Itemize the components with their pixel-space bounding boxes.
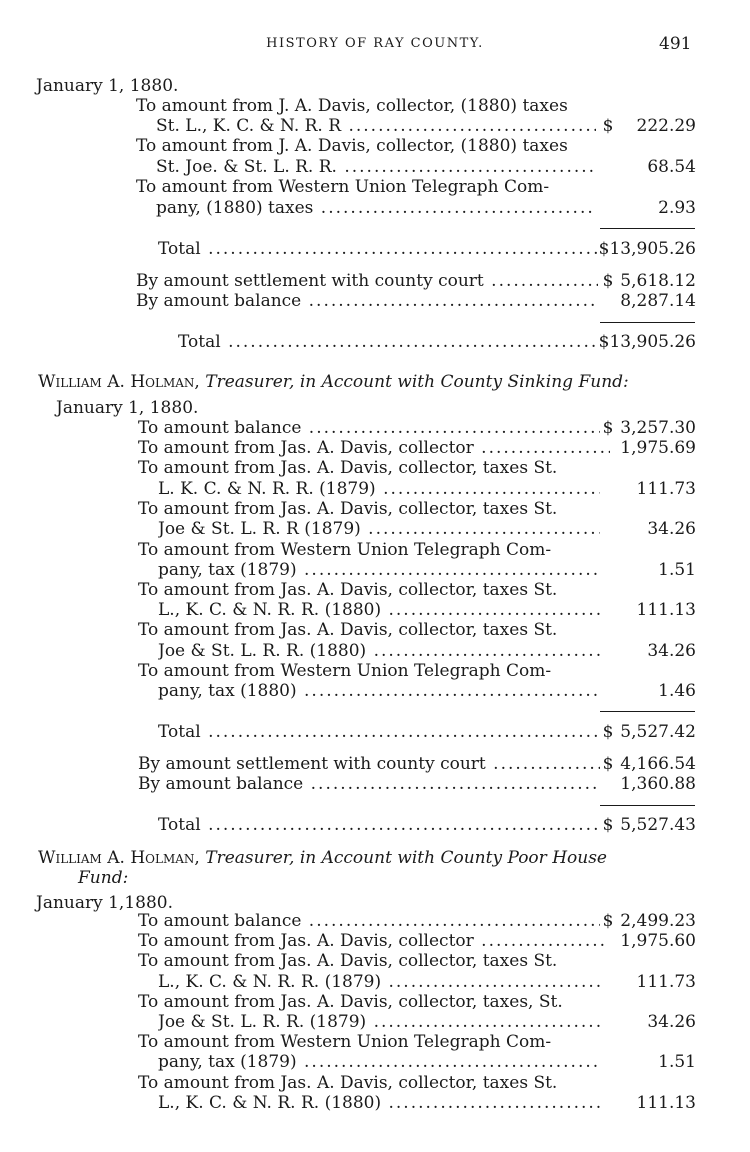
entry-line: To amount from Jas. A. Davis, collector, taxes St. bbox=[138, 620, 558, 640]
ledger-row bbox=[158, 1052, 696, 1072]
account-heading-continued bbox=[78, 868, 128, 888]
amount: 1,975.69 bbox=[620, 438, 696, 458]
entry-description: To amount balance ..... bbox=[138, 418, 600, 438]
ledger-row bbox=[138, 418, 696, 438]
amount: 8,287.14 bbox=[620, 291, 696, 311]
ledger-row bbox=[138, 438, 696, 458]
entry-description: Joe & St. L. R. R (1879) ..... bbox=[158, 519, 600, 539]
ledger-row bbox=[156, 157, 696, 177]
sum-rule bbox=[600, 805, 695, 806]
ledger-row bbox=[136, 291, 696, 311]
date-line: January 1,1880. bbox=[36, 893, 174, 913]
amount: 111.13 bbox=[636, 1093, 696, 1113]
amount: 1.51 bbox=[658, 560, 696, 580]
amount: 2.93 bbox=[658, 198, 696, 218]
entry-description: pany, tax (1880) ..... bbox=[158, 681, 600, 701]
entry-description: By amount settlement with county court ..... bbox=[136, 271, 598, 291]
entry-description: By amount balance ..... bbox=[138, 774, 600, 794]
entry-line: To amount from Jas. A. Davis, collector, taxes St. bbox=[138, 951, 558, 971]
amount: 5,618.12 bbox=[620, 271, 696, 291]
entry-line: To amount from Western Union Telegraph Com- bbox=[138, 1032, 552, 1052]
ledger-row bbox=[158, 479, 696, 499]
ledger-row bbox=[158, 1012, 696, 1032]
total-row bbox=[178, 332, 696, 352]
amount: 111.13 bbox=[636, 600, 696, 620]
entry-line: To amount from Jas. A. Davis, collector, taxes, St. bbox=[138, 992, 563, 1012]
entry-description: Joe & St. L. R. R. (1880) ..... bbox=[158, 641, 600, 661]
ledger-row bbox=[158, 600, 696, 620]
sum-rule bbox=[600, 228, 695, 229]
amount: 68.54 bbox=[647, 157, 696, 177]
entry-description: St. Joe. & St. L. R. R. ..... bbox=[156, 157, 596, 177]
entry-line: To amount from Jas. A. Davis, collector, taxes St. bbox=[138, 1073, 558, 1093]
entry-line: To amount from Western Union Telegraph Com- bbox=[138, 661, 552, 681]
amount: 1.46 bbox=[658, 681, 696, 701]
total-amount: 5,527.42 bbox=[620, 722, 696, 742]
page-number: 491 bbox=[659, 34, 692, 54]
total-amount: 5,527.43 bbox=[620, 815, 696, 835]
entry-description: pany, tax (1879) ..... bbox=[158, 1052, 600, 1072]
ledger-row bbox=[156, 198, 696, 218]
ledger-row bbox=[158, 681, 696, 701]
entry-description: To amount from Jas. A. Davis, collector ..... bbox=[138, 931, 608, 951]
account-title: Treasurer, in Account with County Sinking Fund: bbox=[205, 372, 629, 392]
total-row bbox=[158, 815, 696, 835]
dollar-sign: $ bbox=[602, 271, 614, 291]
amount: 111.73 bbox=[636, 972, 696, 992]
entry-description: pany, (1880) taxes ..... bbox=[156, 198, 596, 218]
entry-description: L., K. C. & N. R. R. (1879) ..... bbox=[158, 972, 600, 992]
total-label: Total ..... bbox=[178, 332, 598, 352]
dollar-sign: $ bbox=[602, 418, 614, 438]
amount: 1,975.60 bbox=[620, 931, 696, 951]
ledger-row bbox=[138, 911, 696, 931]
entry-line: To amount from J. A. Davis, collector, (1880) taxes bbox=[136, 136, 568, 156]
entry-description: St. L., K. C. & N. R. R ..... bbox=[156, 116, 596, 136]
amount: 34.26 bbox=[647, 1012, 696, 1032]
entry-line: To amount from Jas. A. Davis, collector, taxes St. bbox=[138, 458, 558, 478]
amount: 34.26 bbox=[647, 641, 696, 661]
amount: 3,257.30 bbox=[620, 418, 696, 438]
dollar-sign: $ bbox=[602, 722, 614, 742]
ledger-row bbox=[158, 519, 696, 539]
entry-line: To amount from J. A. Davis, collector, (1880) taxes bbox=[136, 96, 568, 116]
account-title-end: Fund: bbox=[78, 868, 129, 888]
ledger-row bbox=[158, 1093, 696, 1113]
amount: 1.51 bbox=[658, 1052, 696, 1072]
amount: 34.26 bbox=[647, 519, 696, 539]
entry-description: By amount balance ..... bbox=[136, 291, 598, 311]
total-row bbox=[158, 722, 696, 742]
entry-description: L., K. C. & N. R. R. (1880) ..... bbox=[158, 600, 600, 620]
ledger-row bbox=[158, 972, 696, 992]
entry-description: To amount balance ..... bbox=[138, 911, 600, 931]
total-amount: $13,905.26 bbox=[598, 239, 696, 259]
entry-description: L., K. C. & N. R. R. (1880) ..... bbox=[158, 1093, 600, 1113]
amount: 1,360.88 bbox=[620, 774, 696, 794]
ledger-row bbox=[158, 641, 696, 661]
amount: 4,166.54 bbox=[620, 754, 696, 774]
ledger-row bbox=[158, 560, 696, 580]
entry-description: pany, tax (1879) ..... bbox=[158, 560, 600, 580]
amount: 111.73 bbox=[636, 479, 696, 499]
entry-description: L. K. C. & N. R. R. (1879) ..... bbox=[158, 479, 600, 499]
date-line: January 1, 1880. bbox=[56, 398, 199, 418]
total-label: Total ..... bbox=[158, 722, 598, 742]
sum-rule bbox=[600, 711, 695, 712]
entry-line: To amount from Jas. A. Davis, collector, taxes St. bbox=[138, 499, 558, 519]
sum-rule bbox=[600, 322, 695, 323]
dollar-sign: $ bbox=[602, 815, 614, 835]
ledger-row bbox=[138, 754, 696, 774]
ledger-row bbox=[138, 774, 696, 794]
running-title: HISTORY OF RAY COUNTY. bbox=[266, 36, 484, 51]
total-label: Total ..... bbox=[158, 239, 598, 259]
treasurer-name: William A. Holman, bbox=[38, 848, 200, 868]
amount: 222.29 bbox=[636, 116, 696, 136]
ledger-row bbox=[138, 931, 696, 951]
entry-description: To amount from Jas. A. Davis, collector ..... bbox=[138, 438, 610, 458]
account-title: Treasurer, in Account with County Poor House bbox=[205, 848, 607, 868]
total-row bbox=[158, 239, 696, 259]
account-heading bbox=[38, 848, 698, 868]
total-amount: $13,905.26 bbox=[598, 332, 696, 352]
entry-line: To amount from Western Union Telegraph Com- bbox=[138, 540, 552, 560]
total-label: Total ..... bbox=[158, 815, 598, 835]
amount: 2,499.23 bbox=[620, 911, 696, 931]
dollar-sign: $ bbox=[602, 116, 614, 136]
date-line: January 1, 1880. bbox=[36, 76, 179, 96]
ledger-row bbox=[156, 116, 696, 136]
ledger-row bbox=[136, 271, 696, 291]
entry-description: By amount settlement with county court ..... bbox=[138, 754, 600, 774]
entry-description: Joe & St. L. R. R. (1879) ..... bbox=[158, 1012, 600, 1032]
dollar-sign: $ bbox=[602, 754, 614, 774]
account-heading bbox=[38, 372, 698, 392]
entry-line: To amount from Western Union Telegraph Com- bbox=[136, 177, 550, 197]
entry-line: To amount from Jas. A. Davis, collector, taxes St. bbox=[138, 580, 558, 600]
dollar-sign: $ bbox=[602, 911, 614, 931]
treasurer-name: William A. Holman, bbox=[38, 372, 200, 392]
